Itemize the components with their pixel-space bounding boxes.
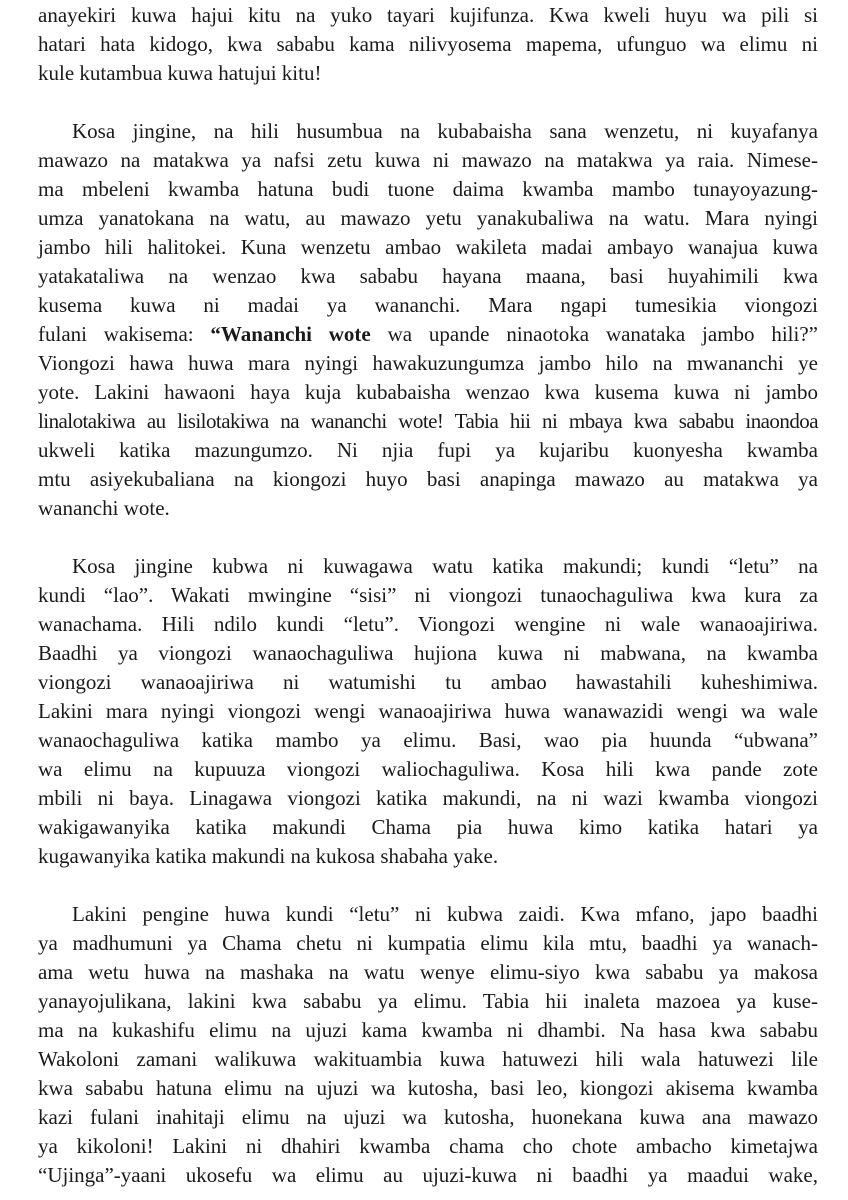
text-line: ma mbeleni kwamba hatuna budi tuone daima kwamba mambo tunayoyazung- <box>38 177 818 201</box>
text-line: Lakini mara nyingi viongozi wengi wanaoajiriwa huwa wanawazidi wengi wa wale <box>38 699 818 723</box>
text-line: wananchi wote. <box>38 496 170 520</box>
text-line: Kosa jingine kubwa ni kuwagawa watu katika makundi; kundi “letu” na <box>72 554 818 578</box>
text-line: kazi fulani inahitaji elimu na ujuzi wa kutosha, huonekana kuwa ana mawazo <box>38 1105 818 1129</box>
text-line: yatakataliwa na wenzao kwa sababu hayana maana, basi huyahimili kwa <box>38 264 818 288</box>
text-line: yote. Lakini hawaoni haya kuja kubabaisha wenzao kwa kusema kuwa ni jambo <box>38 380 818 404</box>
quote-line-before: fulani wakisema: <box>38 322 211 346</box>
text-line: jambo hili halitokei. Kuna wenzetu ambao wakileta madai ambayo wanajua kuwa <box>38 235 818 259</box>
paragraph-4 <box>38 900 818 1190</box>
document-page <box>38 0 818 1190</box>
quote-line <box>38 320 818 349</box>
text-line: umza yanatokana na watu, au mawazo yetu yanakubaliwa na watu. Mara nyingi <box>38 206 818 230</box>
text-line: Wakoloni zamani walikuwa wakituambia kuwa hatuwezi hili wala hatuwezi lile <box>38 1047 818 1071</box>
text-line: wakigawanyika katika makundi Chama pia huwa kimo katika hatari ya <box>38 815 818 839</box>
paragraph-2 <box>38 117 818 523</box>
text-line: wanaochaguliwa katika mambo ya elimu. Basi, wao pia huunda “ubwana” <box>38 728 818 752</box>
text-line: Lakini pengine huwa kundi “letu” ni kubwa zaidi. Kwa mfano, japo baadhi <box>72 902 818 926</box>
text-line: “Ujinga”-yaani ukosefu wa elimu au ujuzi-kuwa ni baadhi ya maadui wake, <box>38 1163 818 1187</box>
text-line: linalotakiwa au lisilotakiwa na wananchi wote! Tabia hii ni mbaya kwa sababu inaondoa <box>38 409 818 433</box>
text-line: mbili ni baya. Linagawa viongozi katika makundi, na ni wazi kwamba viongozi <box>38 786 818 810</box>
text-line: kundi “lao”. Wakati mwingine “sisi” ni viongozi tunaochaguliwa kwa kura za <box>38 583 818 607</box>
text-line: ukweli katika mazungumzo. Ni njia fupi ya kujaribu kuonyesha kwamba <box>38 438 818 462</box>
paragraph-3 <box>38 552 818 871</box>
text-line: kwa sababu hatuna elimu na ujuzi wa kutosha, basi leo, kiongozi akisema kwamba <box>38 1076 818 1100</box>
text-line: viongozi wanaoajiriwa ni watumishi tu ambao hawastahili kuheshimiwa. <box>38 670 818 694</box>
text-line: ma na kukashifu elimu na ujuzi kama kwamba ni dhambi. Na hasa kwa sababu <box>38 1018 818 1042</box>
text-line: yanayojulikana, lakini kwa sababu ya elimu. Tabia hii inaleta mazoea ya kuse- <box>38 989 818 1013</box>
quote-bold-text: “Wananchi wote <box>210 322 371 346</box>
text-line: Baadhi ya viongozi wanaochaguliwa hujiona kuwa ni mabwana, na kwamba <box>38 641 818 665</box>
text-line: mawazo na matakwa ya nafsi zetu kuwa ni mawazo na matakwa ya raia. Nimese- <box>38 148 818 172</box>
paragraph-1 <box>38 1 818 88</box>
text-line: mtu asiyekubaliana na kiongozi huyo basi anapinga mawazo au matakwa ya <box>38 467 818 491</box>
text-line: ama wetu huwa na mashaka na watu wenye elimu-siyo kwa sababu ya makosa <box>38 960 818 984</box>
text-line: wanachama. Hili ndilo kundi “letu”. Viongozi wengine ni wale wanaoajiriwa. <box>38 612 818 636</box>
text-line: ya kikoloni! Lakini ni dhahiri kwamba chama cho chote ambacho kimetajwa <box>38 1134 818 1158</box>
text-line: ya madhumuni ya Chama chetu ni kumpatia elimu kila mtu, baadhi ya wanach- <box>38 931 818 955</box>
text-line: Viongozi hawa huwa mara nyingi hawakuzungumza jambo hilo na mwananchi ye <box>38 351 818 375</box>
text-line: hatari hata kidogo, kwa sababu kama nilivyosema mapema, ufunguo wa elimu ni <box>38 32 818 56</box>
text-line: kule kutambua kuwa hatujui kitu! <box>38 61 322 85</box>
text-line: kugawanyika katika makundi na kukosa shabaha yake. <box>38 844 499 868</box>
text-line: kusema kuwa ni madai ya wananchi. Mara ngapi tumesikia viongozi <box>38 293 818 317</box>
text-line: anayekiri kuwa hajui kitu na yuko tayari kujifunza. Kwa kweli huyu wa pili si <box>38 3 818 27</box>
text-line: wa elimu na kupuuza viongozi waliochaguliwa. Kosa hili kwa pande zote <box>38 757 818 781</box>
text-line: Kosa jingine, na hili husumbua na kubabaisha sana wenzetu, ni kuyafanya <box>72 119 818 143</box>
quote-line-after: wa upande ninaotoka wanataka jambo hili?” <box>370 322 818 346</box>
